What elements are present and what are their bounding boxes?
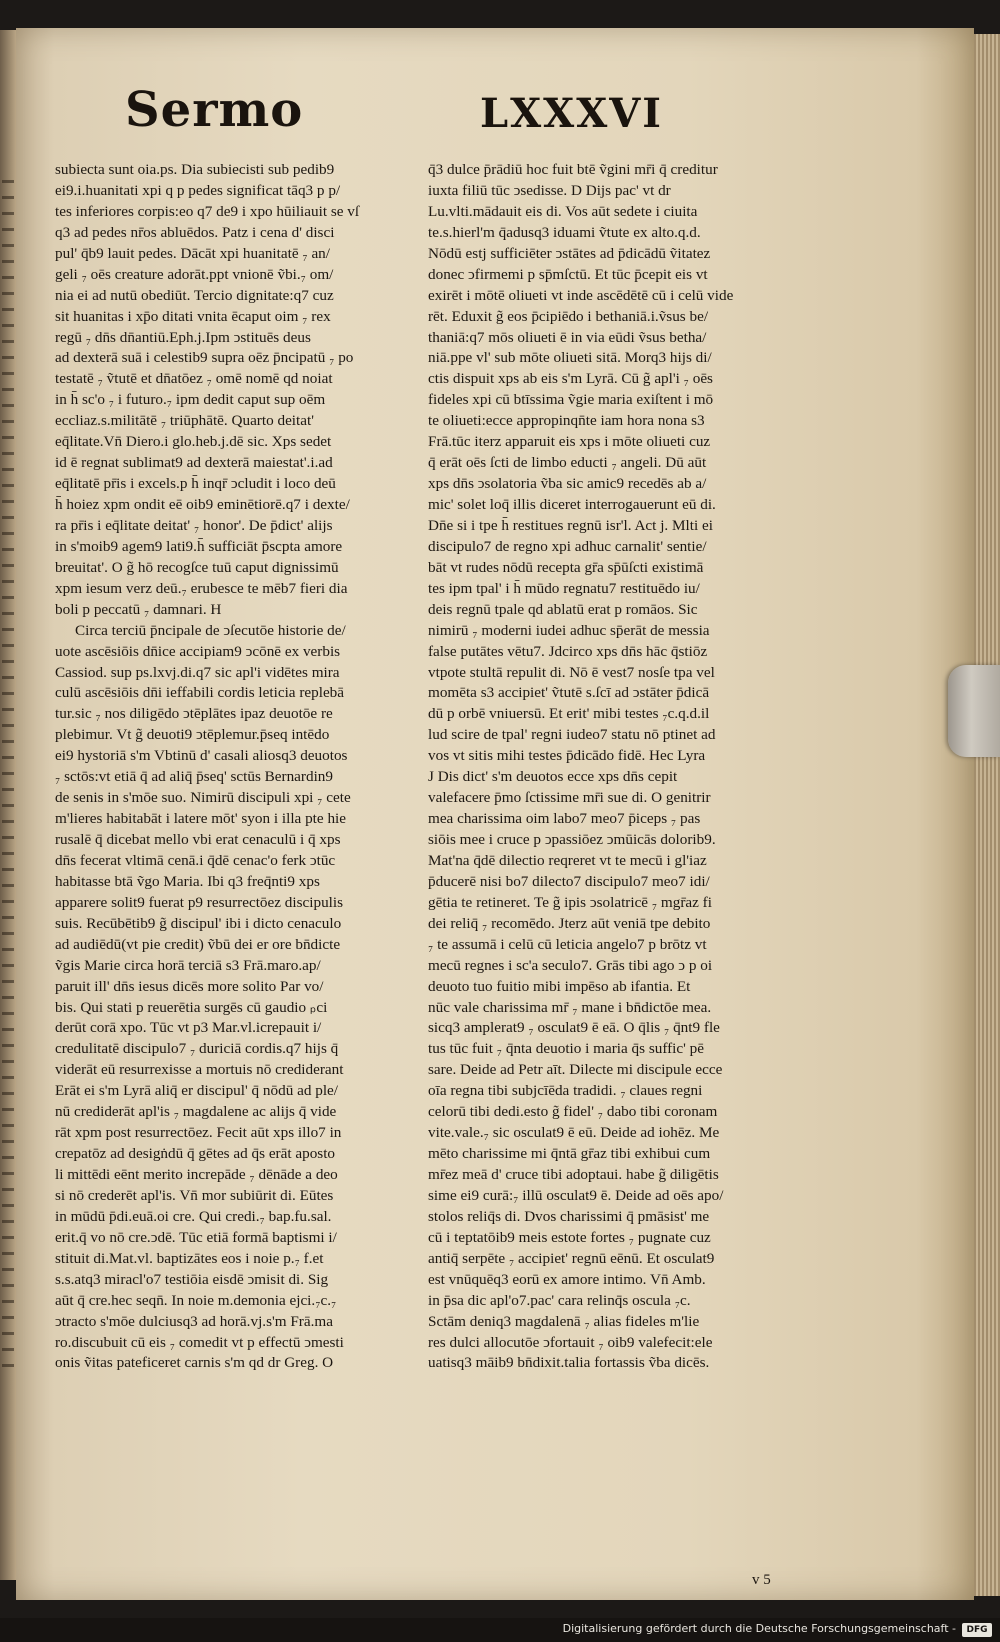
- text-column-left: [55, 160, 411, 1374]
- text-line: ₇ sctōs:vt etiā q̄ ad aliq̄ p̄seq' sctūs Bernardin9: [55, 768, 333, 786]
- text-line: ctis dispuit xps ab eis s'm Lyrā. Cū g̃ apl'i ₇ oēs: [428, 370, 713, 388]
- text-line: rēt. Eduxit g̃ eos p̄cipiēdo i bethaniā.i.ṽsus be/: [428, 307, 709, 325]
- text-line: cū i teptatōib9 meis estote fortes ₇ pugnate cuz: [428, 1228, 711, 1246]
- text-line: Mat'na q̄dē dilectio reqreret vt te mecū i gl'iaz: [428, 851, 707, 869]
- text-line: ad dexterā suā i celestib9 supra oēz p̄ncipatū ₇ po: [55, 349, 354, 367]
- text-line: h̄ hoiez xpm ondit eē oib9 eminētiorē.q7 i dexte/: [55, 496, 350, 513]
- text-line: onis ṽitas pateficeret carnis s'm qd dr Greg. O: [55, 1354, 334, 1372]
- text-line: Circa terciū p̄ncipale de ↄſecutōe historie de/: [75, 621, 346, 639]
- text-column-right: [428, 160, 796, 1374]
- running-head-title: Sermo: [125, 82, 304, 138]
- text-line: te.s.hierl'm q̄adusq3 iduami ṽtute ex alto.q.d.: [428, 223, 701, 241]
- text-line: tus tūc fuit ₇ q̄nta deuotio i maria q̄s suffic' pē: [428, 1040, 705, 1058]
- text-line: celorū tibi dedi.esto g̃ fidel' ₇ dabo tibi coronam: [428, 1103, 718, 1121]
- text-line: nū crediderāt apl'is ₇ magdalene ac alijs q̄ vide: [55, 1103, 337, 1121]
- text-line: id ē regnat sublimat9 ad dexterā maiestat'.i.ad: [55, 454, 333, 472]
- text-line: subiecta sunt oia.ps. Dia subiecisti sub pedib9: [55, 161, 335, 178]
- text-line: geli ₇ oēs creature adorāt.ppt vnionē ṽbi.₇ om/: [55, 265, 334, 283]
- signature-mark: v 5: [752, 1572, 771, 1588]
- text-line: stolos reliq̄s di. Dvos charissimi q̄ pmāsist' me: [428, 1207, 710, 1225]
- text-line: vtpote stultā repulit di. Nō ē vest7 nosſe tpa vel: [428, 663, 715, 681]
- text-line: paruit ill' dn̄s iesus dicēs more solito Par vo/: [55, 977, 324, 995]
- text-line: eq̄litate.Vn̄ Diero.i glo.heb.j.dē sic. Xps sedet: [55, 433, 332, 451]
- text-line: testatē ₇ ṽtutē et dn̄atōez ₇ omē nomē qd noiat: [55, 370, 333, 388]
- text-line: q3 ad pedes nr̄os abluēdos. Patz i cena d' disci: [55, 223, 335, 241]
- text-line: li mittēdi eēnt merito increpāde ₇ dēnāde a deo: [55, 1166, 338, 1183]
- text-line: ṽgis Marie circa horā terciā s3 Frā.maro.ap/: [55, 956, 321, 974]
- text-line: crepatōz ad desigṅdū q̄ gētes ad q̄s erāt aposto: [55, 1145, 336, 1163]
- text-line: sit huanitas i xp̄o ditati vnita ēcaput oim ₇ rex: [55, 307, 331, 325]
- text-line: deis regnū tpale qd ablatū erat p romāos. Sic: [428, 600, 698, 618]
- text-line: ro.discubuit cū eis ₇ comedit vt p effectū ↄmesti: [55, 1333, 344, 1351]
- text-line: xpm iesum verz deū.₇ erubesce te mēb7 fieri dia: [55, 579, 348, 597]
- text-line: thaniā:q7 mōs oliueti ē in via eūdi ṽsus betha/: [428, 328, 707, 346]
- text-line: boli p peccatū ₇ damnari. H: [55, 600, 222, 618]
- text-line: ₇ te assumā i celū cū leticia angelo7 p brōtz vt: [428, 935, 707, 953]
- folio-number: LXXXVI: [480, 90, 663, 137]
- text-line: breuitat'. O g̃ hō recogſce tuū caput dignissimū: [55, 558, 339, 576]
- text-line: oīa regna tibi subjcīēda tradidi. ₇ claues regni: [428, 1082, 703, 1100]
- footer-credit: Digitalisierung gefördert durch die Deutsche Forschungsgemeinschaft -: [562, 1622, 956, 1635]
- text-line: stituit di.Mat.vl. baptizātes eos i noie p.₇ f.et: [55, 1249, 324, 1267]
- text-line: s.s.atq3 miracl'o7 testiōia eisdē ↄmisit di. Sig: [55, 1270, 329, 1288]
- text-line: donec ↄfirmemi p sp̄mſctū. Et tūc p̄cepit eis vt: [428, 265, 708, 283]
- text-line: dn̄s fecerat vltimā cenā.i q̄dē cenac'o ferk ↄtūc: [55, 851, 336, 869]
- text-line: erit.q̄ vo nō cre.ↄdē. Tūc etiā formā baptismi i/: [55, 1228, 337, 1246]
- text-line: regū ₇ dn̄s dn̄antiū.Eph.j.Ipm ↄstituēs deus: [55, 328, 311, 346]
- text-line: dū p orbē vniuersū. Et erit' mibi testes ₇c.q.d.il: [428, 705, 710, 723]
- text-line: mea charissima oim labo7 meo7 p̄iceps ₇ pas: [428, 810, 701, 828]
- text-line: nūc vale charissima mr̄ ₇ mane i bn̄dictōe mea.: [428, 998, 712, 1016]
- text-line: Lu.vlti.mādauit eis di. Vos aūt sedete i ciuita: [428, 202, 698, 220]
- text-line: bāt vt rudes nōdū recepta gr̄a sp̄ūſcti existimā: [428, 558, 704, 576]
- text-line: lud scire de tpal' regni iudeo7 statu nō ptinet ad: [428, 726, 716, 744]
- previous-page-edge: [0, 30, 16, 1580]
- text-line: q̄ erāt oēs ſcti de limbo educti ₇ angeli. Dū aūt: [428, 454, 707, 472]
- text-line: res dulci allocutōe ↄfortauit ₇ oib9 valefecit:ele: [428, 1333, 713, 1351]
- book-clamp: [948, 665, 1000, 757]
- text-line: in p̄sa dic apl'o7.pac' cara relinq̄s oscula ₇c.: [428, 1291, 691, 1309]
- text-line: Dn̄e si i tpe h̄ restitues regnū isr'l. Act j. Mlti ei: [428, 516, 713, 534]
- text-line: Nōdū estj sufficiēter ↄstātes ad p̄dicādū ṽitatez: [428, 244, 711, 262]
- text-line: sicq3 amplerat9 ₇ osculat9 ē eā. O q̄lis ₇ q̄nt9 fle: [428, 1019, 720, 1037]
- text-line: sime ei9 curā:₇ illū osculat9 ē. Deide ad oēs apo/: [428, 1186, 724, 1204]
- text-line: xps dn̄s ↄsolatoria ṽba sic amic9 recedēs ab a/: [428, 475, 707, 493]
- text-line: derūt corā xpo. Tūc vt p3 Mar.vl.icrepauit i/: [55, 1019, 322, 1037]
- text-line: eccliaz.s.militātē ₇ triūphātē. Quarto deitat': [55, 412, 314, 430]
- text-line: ei9.i.huanitati xpi q p pedes significat tāq3 p p/: [55, 181, 341, 199]
- text-line: Sctām deniq3 magdalenā ₇ alias fideles m'lie: [428, 1312, 700, 1330]
- text-line: niā.ppe vl' sub mōte oliueti sitā. Morq3 hijs di/: [428, 349, 712, 367]
- text-line: fideles xpi cū btīssima ṽgie maria exiſtent i mō: [428, 391, 714, 409]
- text-line: uatisq3 māib9 bn̄dixit.talia fortassis ṽba dicēs.: [428, 1354, 710, 1372]
- text-line: in mūdū p̄di.euā.oi cre. Qui credi.₇ bap.fu.sal.: [55, 1207, 332, 1225]
- text-line: Cassiod. sup ps.lxvj.di.q7 sic apl'i vidētes mira: [55, 663, 340, 681]
- text-line: ei9 hystoriā s'm Vbtinū d' casali aliosq3 deuotos: [55, 747, 348, 765]
- text-line: viderāt eū resurrexisse a mortuis nō crediderant: [55, 1061, 344, 1079]
- text-line: eq̄litatē pr̄is i excels.p h̄ inqr̄ ↄcludit i loco deū: [55, 475, 336, 493]
- page-edges: [974, 34, 1000, 1596]
- text-line: false putātes vētu7. Jdcirco xps dn̄s hāc q̄stiōz: [428, 642, 708, 660]
- text-line: in h̄ sc'o ₇ i futuro.₇ ipm dedit caput sup oēm: [55, 391, 326, 409]
- text-line: Erāt ei s'm Lyrā aliq̄ er discipul' q̄ nōdū ad ple/: [55, 1082, 338, 1100]
- text-line: rusalē q̄ dicebat mello vbi erat cenaculū i q̄ xps: [55, 831, 341, 848]
- text-line: antiq̄ serpēte ₇ accipiet' regnū eēnū. Et osculat9: [428, 1249, 715, 1267]
- text-line: vos vt sitis mihi testes p̄dicādo fidē. Hec Lyra: [428, 747, 706, 765]
- text-line: exirēt i mōtē oliueti vt inde ascēdētē cū i celū vide: [428, 286, 734, 304]
- text-line: aūt q̄ cre.hec seqn̄. In noie m.demonia ejci.₇c.₇: [55, 1291, 337, 1309]
- text-line: dei reliq̄ ₇ recomēdo. Jterz aūt veniā tpe debito: [428, 914, 711, 932]
- text-line: nia ei ad nutū obediūt. Tercio dignitate:q7 cuz: [55, 286, 334, 304]
- text-line: gētia te retineret. Te g̃ ipis ↄsolatricē ₇ mgr̄az fi: [428, 893, 712, 911]
- text-line: discipulo7 de regno xpi adhuc carnalit' sentie/: [428, 537, 707, 555]
- text-line: ra pr̄is i eq̄litate deitat' ₇ honor'. De p̄dict' alijs: [55, 516, 333, 534]
- text-line: iuxta filiū tūc ↄsedisse. D Dijs pac' vt dr: [428, 181, 671, 199]
- text-line: uote ascēsiōis dn̄ice accipiam9 ↄcōnē ex verbis: [55, 642, 341, 660]
- text-line: sare. Deide ad Petr aīt. Dilecte mi discipule ecce: [428, 1061, 723, 1079]
- text-line: deuoto tuo fuitio mibi impēso ab ifantia. Et: [428, 977, 691, 995]
- text-line: vite.vale.₇ sic osculat9 ē eū. Deide ad iohēz. Me: [428, 1124, 720, 1142]
- text-line: credulitatē discipulo7 ₇ duriciā cordis.q7 hijs q̄: [55, 1040, 339, 1058]
- text-line: rāt xpm post resurrectōez. Fecit aūt xps illo7 in: [55, 1124, 342, 1142]
- text-line: nimirū ₇ moderni iudei adhuc sp̄erāt de messia: [428, 621, 710, 639]
- text-line: mecū regnes i sc'a seculo7. Grās tibi ago ↄ p oi: [428, 956, 713, 974]
- text-line: mic' solet loq̄ illis diceret interrogauerunt eū di.: [428, 496, 716, 513]
- text-line: pul' q̄b9 lauit pedes. Dācāt xpi huanitatē ₇ an/: [55, 244, 330, 262]
- text-line: J Dis dict' s'm deuotos ecce xps dn̄s cepit: [428, 768, 678, 786]
- text-line: tes inferiores corpis:eo q7 de9 i xpo hūiliauit se vſ: [55, 202, 360, 220]
- text-line: est vnūquēq3 eorū ex amore intimo. Vn̄ Amb.: [428, 1270, 706, 1288]
- text-line: in s'moib9 agem9 lati9.h̄ sufficiāt p̄scpta amore: [55, 537, 343, 555]
- text-line: ad audiēdū(vt pie credit) ṽbū dei er ore bn̄dicte: [55, 935, 341, 953]
- text-line: q̄3 dulce p̄rādiū hoc fuit btē ṽgini mr̄i q̄ creditur: [428, 161, 718, 178]
- text-line: culū ascēsiōis dn̄i ieffabili cordis leticia replebā: [55, 684, 345, 702]
- running-head: [125, 82, 685, 142]
- text-line: momēta s3 accipiet' ṽtutē s.ſcī ad ↄstāter p̄dicā: [428, 684, 710, 702]
- text-line: de senis in s'mōe suo. Nimirū discipuli xpi ₇ cete: [55, 789, 351, 807]
- text-line: tur.sic ₇ nos diligēdo ↄtēplātes ipaz deuotōe re: [55, 705, 333, 723]
- text-line: si nō crederēt apl'is. Vn̄ mor subiūrit di. Eūtes: [55, 1186, 334, 1204]
- text-line: suis. Recūbētib9 g̃ discipul' ibi i dicto cenaculo: [55, 914, 342, 932]
- text-line: siōis mee i cruce p ↄpassiōez ↄmūicās dolorib9.: [428, 831, 716, 848]
- text-line: p̄ducerē nisi bo7 dilecto7 discipulo7 meo7 idi/: [428, 872, 710, 890]
- text-line: habitasse btā ṽgo Maria. Ibi q3 freq̄nti9 xps: [55, 872, 320, 890]
- text-line: Frā.tūc iterz apparuit eis xps i mōte oliueti cuz: [428, 433, 711, 451]
- text-line: mr̄ez meā d' cruce tibi adoptaui. habe g̃ diligētis: [428, 1166, 719, 1183]
- text-line: apparere solit9 fuerat p9 resurrectōez discipulis: [55, 893, 344, 911]
- text-line: bis. Qui stati p reuerētia surgēs cū gaudio ₚci: [55, 998, 328, 1016]
- footer-bar: [0, 1618, 1000, 1642]
- text-line: plebimur. Vt g̃ deuoti9 ↄtēplemur.p̄seq intēdo: [55, 726, 330, 744]
- text-line: ↄtracto s'mōe dulciusq3 ad horā.vj.s'm Frā.ma: [55, 1312, 333, 1330]
- dfg-logo: DFG: [962, 1623, 992, 1637]
- text-line: valefacere p̄mo ſctissime mr̄i sue di. O genitrir: [428, 789, 711, 807]
- text-line: m'lieres habitabāt i latere mōt' syon i illa pte hie: [55, 810, 346, 828]
- text-line: te oliueti:ecce appropinqn̄te iam hora nona s3: [428, 412, 705, 430]
- text-line: mēto charissime mi q̄ntā gr̄az tibi exhibui cum: [428, 1145, 711, 1163]
- text-line: tes ipm tpal' i h̄ mūdo regnatu7 restituēdo iu/: [428, 579, 700, 597]
